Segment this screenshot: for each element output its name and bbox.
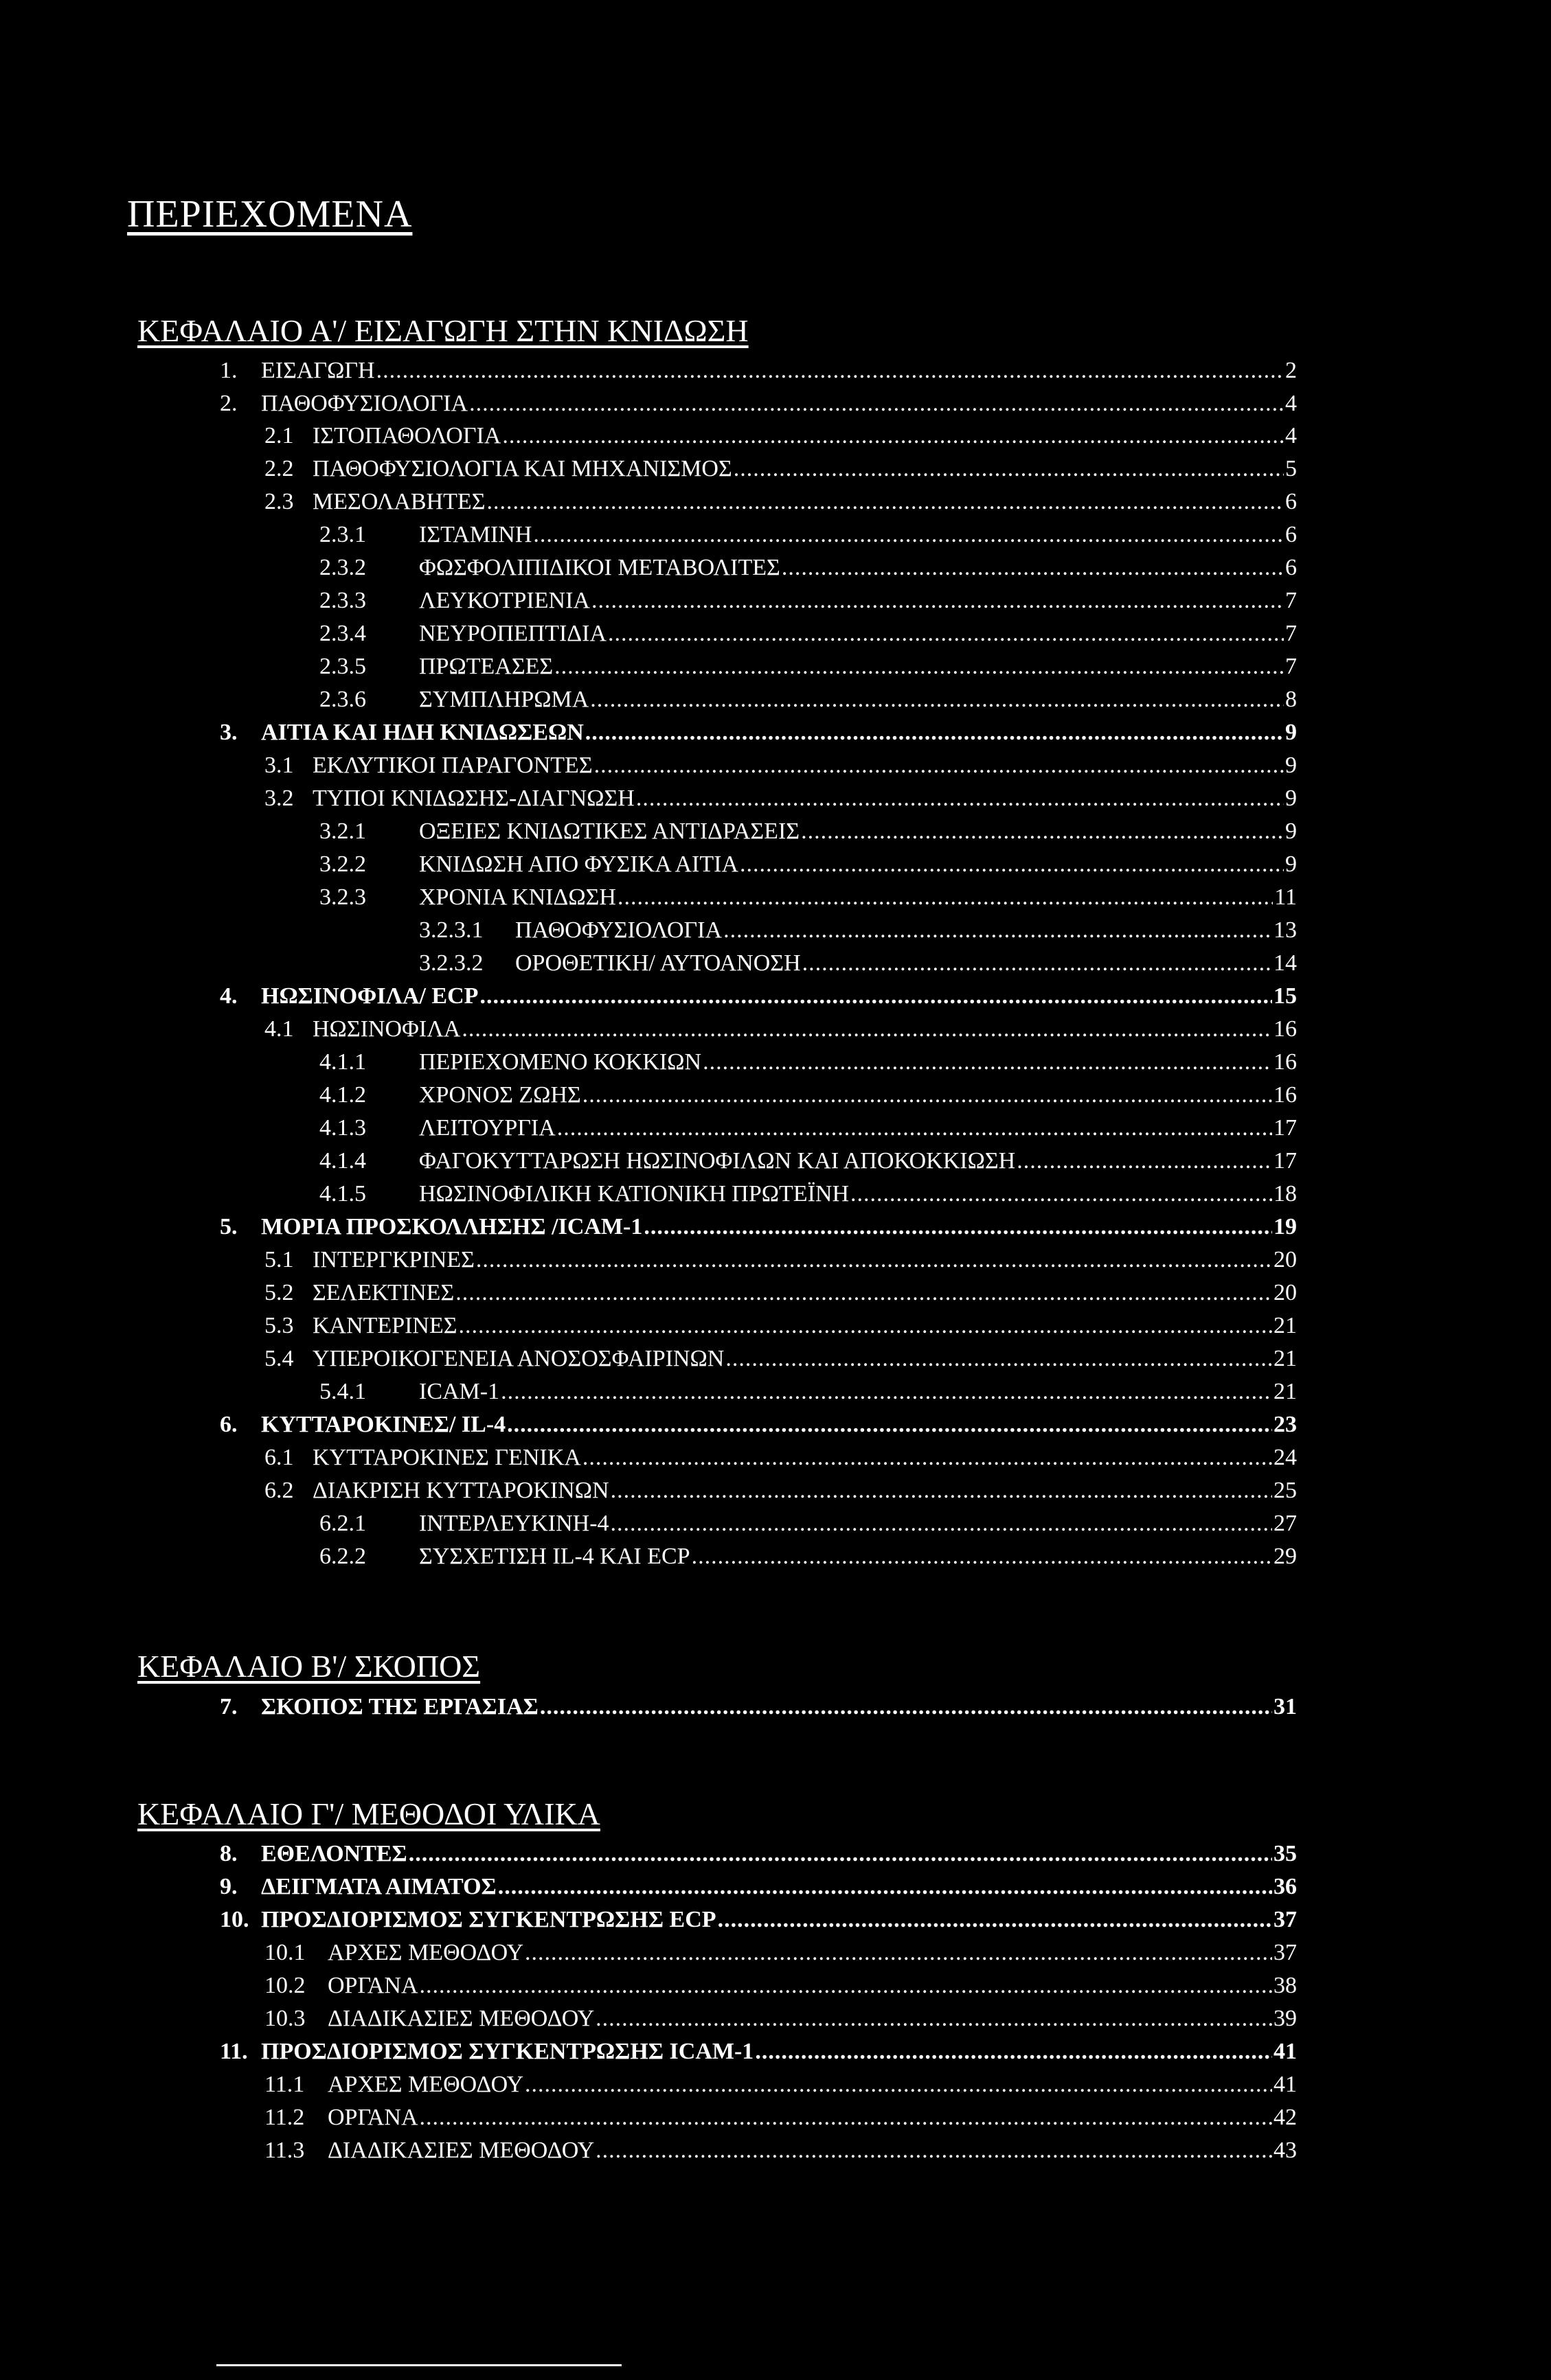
toc-entry-label: ΔΙΑΔΙΚΑΣΙΕΣ ΜΕΘΟΔΟΥ [328, 2006, 595, 2031]
toc-entry-number: 4. [220, 983, 238, 1009]
toc-entry-label: ΔΙΑΚΡΙΣΗ ΚΥΤΤΑΡΟΚΙΝΩΝ [313, 1478, 609, 1503]
toc-entry[interactable] [319, 552, 1297, 584]
toc-entry-page: 20 [1273, 1280, 1297, 1305]
toc-entry-number: 4.1.1 [319, 1049, 366, 1075]
toc-entry[interactable] [264, 1310, 1297, 1342]
toc-entry-page: 8 [1285, 687, 1297, 712]
toc-entry-page: 5 [1285, 456, 1297, 481]
toc-entry-label: ΚΥΤΤΑΡΟΚΙΝΕΣ ΓΕΝΙΚΑ [313, 1445, 581, 1470]
toc-entry[interactable] [264, 420, 1297, 452]
toc-entry-number: 1. [220, 358, 238, 383]
toc-entry-page: 16 [1273, 1082, 1297, 1108]
toc-entry-label: ΔΙΑΔΙΚΑΣΙΕΣ ΜΕΘΟΔΟΥ [328, 2138, 595, 2163]
chapter-title: ΚΕΦΑΛΑΙΟ Γ'/ ΜΕΘΟΔΟΙ ΥΛΙΚΑ [137, 1796, 600, 1831]
dot-leader [594, 750, 1284, 781]
toc-entry-label: ΣΥΣΧΕΤΙΣΗ IL-4 ΚΑΙ ECP [419, 1544, 690, 1569]
toc-entry[interactable] [220, 1211, 1297, 1243]
toc-entry-page: 18 [1273, 1181, 1297, 1206]
toc-entry[interactable] [264, 1475, 1297, 1507]
toc-entry[interactable] [319, 618, 1297, 650]
dot-leader [502, 420, 1284, 452]
toc-entry-page: 21 [1273, 1313, 1297, 1338]
toc-entry-page: 36 [1273, 1874, 1297, 1899]
toc-entry-label: ΟΡΓΑΝΑ [328, 1973, 418, 1998]
toc-entry-label: ΠΡΩΤΕΑΣΕΣ [419, 654, 554, 679]
dot-leader [498, 1871, 1272, 1903]
toc-entry[interactable] [319, 882, 1297, 913]
toc-entry-label: ΤΥΠΟΙ ΚΝΙΔΩΣΗΣ-ΔΙΑΓΝΩΣΗ [313, 786, 635, 811]
toc-entry-number: 2.3.2 [319, 555, 366, 580]
toc-entry-page: 38 [1273, 1973, 1297, 1998]
toc-entry[interactable] [264, 1970, 1297, 2002]
toc-entry-label: ΙΝΤΕΡΓΚΡΙΝΕΣ [313, 1247, 475, 1272]
toc-entry-page: 6 [1285, 489, 1297, 514]
chapter-title: ΚΕΦΑΛΑΙΟ Β'/ ΣΚΟΠΟΣ [137, 1649, 481, 1684]
toc-entry[interactable] [319, 1112, 1297, 1144]
toc-entry[interactable] [264, 750, 1297, 781]
toc-entry-label: ΦΑΓΟΚΥΤΤΑΡΩΣΗ ΗΩΣΙΝΟΦΙΛΩΝ ΚΑΙ ΑΠΟΚΟΚΚΙΩΣΗ [419, 1148, 1016, 1174]
toc-entry-label: ΗΩΣΙΝΟΦΙΛΑ [313, 1016, 461, 1042]
dot-leader [740, 849, 1284, 880]
toc-entry-number: 9. [220, 1874, 238, 1899]
toc-entry-page: 24 [1273, 1445, 1297, 1470]
toc-entry[interactable] [264, 1014, 1297, 1045]
toc-entry-page: 17 [1273, 1115, 1297, 1141]
toc-entry-label: ΠΑΘΟΦΥΣΙΟΛΟΓΙΑ ΚΑΙ ΜΗΧΑΝΙΣΜΟΣ [313, 456, 732, 481]
toc-entry-page: 39 [1273, 2006, 1297, 2031]
dot-leader [636, 783, 1284, 814]
page-title: ΠΕΡΙΕΧΟΜΕΝΑ [127, 193, 413, 236]
toc-entry[interactable] [264, 453, 1297, 485]
toc-entry-number: 3.2.2 [319, 851, 366, 877]
dot-leader [718, 1904, 1272, 1936]
toc-entry[interactable] [220, 1871, 1297, 1903]
dot-leader [420, 1970, 1272, 2002]
toc-entry-number: 2.2 [264, 456, 294, 481]
toc-entry-label: ΣΕΛΕΚΤΙΝΕΣ [313, 1280, 455, 1305]
toc-entry-label: ΕΘΕΛΟΝΤΕΣ [261, 1841, 407, 1866]
toc-entry-label: ΑΡΧΕΣ ΜΕΘΟΔΟΥ [328, 1940, 523, 1965]
toc-entry-page: 35 [1273, 1841, 1297, 1866]
dot-leader [557, 1112, 1272, 1144]
toc-entry[interactable] [319, 816, 1297, 847]
toc-entry-number: 4.1.5 [319, 1181, 366, 1206]
dot-leader [582, 1442, 1272, 1474]
toc-entry-number: 5.4 [264, 1346, 294, 1371]
toc-entry-page: 9 [1285, 819, 1297, 844]
toc-entry-number: 2.3.1 [319, 522, 366, 547]
toc-entry-label: ΙΝΤΕΡΛΕΥΚΙΝΗ-4 [419, 1511, 609, 1536]
toc-entry-label: ΠΑΘΟΦΥΣΙΟΛΟΓΙΑ [515, 917, 723, 943]
toc-entry-number: 3.2 [264, 786, 294, 811]
toc-entry-number: 2. [220, 391, 238, 416]
toc-entry-page: 25 [1273, 1478, 1297, 1503]
dot-leader [801, 816, 1284, 847]
dot-leader [376, 355, 1284, 387]
dot-leader [476, 1244, 1272, 1276]
toc-entry[interactable] [319, 1178, 1297, 1210]
dot-leader [469, 388, 1284, 420]
toc-entry-page: 9 [1285, 720, 1297, 745]
toc-entry-number: 5. [220, 1214, 238, 1239]
toc-entry-number: 3.2.3.2 [419, 950, 484, 976]
bottom-rule [216, 2364, 622, 2366]
toc-entry[interactable] [220, 1691, 1297, 1723]
dot-leader [501, 1376, 1272, 1408]
toc-entry-number: 3.2.1 [319, 819, 366, 844]
dot-leader [525, 2069, 1272, 2101]
toc-entry-label: ΟΡΟΘΕΤΙΚΗ/ ΑΥΤΟΑΝΟΣΗ [515, 950, 801, 976]
toc-entry[interactable] [220, 1409, 1297, 1441]
toc-entry-label: ΦΩΣΦΟΛΙΠΙΔΙΚΟΙ ΜΕΤΑΒΟΛΙΤΕΣ [419, 555, 780, 580]
toc-entry-number: 6.2 [264, 1478, 294, 1503]
toc-entry-page: 16 [1273, 1049, 1297, 1075]
toc-entry[interactable] [319, 585, 1297, 617]
toc-entry-number: 4.1.2 [319, 1082, 366, 1108]
toc-entry-label: ΣΚΟΠΟΣ ΤΗΣ ΕΡΓΑΣΙΑΣ [261, 1694, 539, 1719]
toc-entry-label: ΣΥΜΠΛΗΡΩΜΑ [419, 687, 589, 712]
toc-entry-number: 5.1 [264, 1247, 294, 1272]
toc-entry-number: 5.4.1 [319, 1379, 366, 1404]
dot-leader [596, 2135, 1272, 2166]
toc-entry-number: 4.1.4 [319, 1148, 366, 1174]
toc-entry-page: 7 [1285, 654, 1297, 679]
toc-entry[interactable] [220, 981, 1297, 1012]
toc-entry-number: 8. [220, 1841, 238, 1866]
toc-entry-label: ΠΡΟΣΔΙΟΡΙΣΜΟΣ ΣΥΓΚΕΝΤΡΩΣΗΣ ECP [261, 1907, 716, 1932]
toc-entry-page: 17 [1273, 1148, 1297, 1174]
toc-entry-page: 7 [1285, 621, 1297, 646]
dot-leader [459, 1310, 1272, 1342]
toc-entry-label: ΚΝΙΔΩΣΗ ΑΠΟ ΦΥΣΙΚΑ ΑΙΤΙΑ [419, 851, 739, 877]
dot-leader [782, 552, 1284, 584]
toc-entry[interactable] [264, 1244, 1297, 1276]
toc-entry[interactable] [264, 783, 1297, 814]
toc-entry-label: ΧΡΟΝΙΑ ΚΝΙΔΩΣΗ [419, 884, 616, 910]
toc-entry[interactable] [264, 2069, 1297, 2101]
toc-entry-page: 42 [1273, 2105, 1297, 2130]
dot-leader [409, 1838, 1272, 1870]
dot-leader [591, 585, 1284, 617]
toc-entry[interactable] [264, 2003, 1297, 2035]
toc-entry-number: 3.1 [264, 753, 294, 778]
toc-entry[interactable] [220, 717, 1297, 748]
dot-leader [644, 1211, 1272, 1243]
toc-entry[interactable] [319, 519, 1297, 551]
toc-entry-label: ΟΡΓΑΝΑ [328, 2105, 418, 2130]
dot-leader [755, 2036, 1272, 2068]
toc-entry-page: 4 [1285, 391, 1297, 416]
toc-entry-number: 4.1.3 [319, 1115, 366, 1141]
dot-leader [692, 1541, 1272, 1572]
toc-entry-page: 9 [1285, 753, 1297, 778]
toc-entry-page: 14 [1273, 950, 1297, 976]
toc-entry-page: 6 [1285, 555, 1297, 580]
toc-entry-number: 10.1 [264, 1940, 306, 1965]
toc-entry[interactable] [264, 1343, 1297, 1375]
toc-entry-number: 6. [220, 1412, 238, 1437]
dot-leader [533, 519, 1284, 551]
dot-leader [608, 618, 1284, 650]
dot-leader [590, 684, 1284, 716]
toc-entry[interactable] [264, 486, 1297, 518]
toc-entry-label: ΝΕΥΡΟΠΕΠΤΙΔΙΑ [419, 621, 607, 646]
toc-entry[interactable] [319, 1079, 1297, 1111]
dot-leader [703, 1046, 1272, 1078]
toc-entry-number: 6.2.1 [319, 1511, 366, 1536]
toc-entry-label: ΙΣΤΟΠΑΘΟΛΟΓΙΑ [313, 423, 501, 448]
dot-leader [611, 1508, 1272, 1540]
toc-entry-page: 13 [1273, 917, 1297, 943]
toc-entry-number: 3. [220, 720, 238, 745]
toc-entry-number: 11.3 [264, 2138, 305, 2163]
toc-entry-label: ΔΕΙΓΜΑΤΑ ΑΙΜΑΤΟΣ [261, 1874, 497, 1899]
toc-entry-page: 21 [1273, 1379, 1297, 1404]
dot-leader [734, 453, 1284, 485]
toc-entry[interactable] [264, 1937, 1297, 1969]
toc-entry[interactable] [220, 1838, 1297, 1870]
toc-entry-number: 2.3.4 [319, 621, 366, 646]
toc-entry-number: 11.2 [264, 2105, 305, 2130]
dot-leader [479, 981, 1272, 1012]
toc-entry-number: 2.1 [264, 423, 294, 448]
toc-entry-label: ICAM-1 [419, 1379, 500, 1404]
toc-entry-label: ΟΞΕΙΕΣ ΚΝΙΔΩΤΙΚΕΣ ΑΝΤΙΔΡΑΣΕΙΣ [419, 819, 800, 844]
toc-entry-label: ΕΚΛΥΤΙΚΟΙ ΠΑΡΑΓΟΝΤΕΣ [313, 753, 593, 778]
dot-leader [554, 651, 1284, 683]
toc-entry[interactable] [264, 2135, 1297, 2166]
dot-leader [596, 2003, 1272, 2035]
toc-entry-label: ΗΩΣΙΝΟΦΙΛΑ/ ECP [261, 983, 479, 1009]
toc-entry[interactable] [319, 684, 1297, 716]
toc-entry-number: 2.3.6 [319, 687, 366, 712]
toc-entry[interactable] [419, 948, 1297, 979]
toc-entry-label: ΕΙΣΑΓΩΓΗ [261, 358, 375, 383]
toc-entry-page: 16 [1273, 1016, 1297, 1042]
toc-entry-number: 7. [220, 1694, 238, 1719]
toc-entry-page: 11 [1274, 884, 1297, 910]
toc-entry-label: ΧΡΟΝΟΣ ΖΩΗΣ [419, 1082, 581, 1108]
toc-entry-number: 10.2 [264, 1973, 306, 1998]
toc-entry-label: ΜΕΣΟΛΑΒΗΤΕΣ [313, 489, 486, 514]
toc-entry-number: 6.1 [264, 1445, 294, 1470]
toc-entry[interactable] [220, 1904, 1297, 1936]
dot-leader [618, 882, 1273, 913]
toc-entry-label: ΚΥΤΤΑΡΟΚΙΝΕΣ/ IL-4 [261, 1412, 506, 1437]
toc-entry-page: 19 [1273, 1214, 1297, 1239]
dot-leader [486, 486, 1284, 518]
toc-entry[interactable] [319, 651, 1297, 683]
toc-entry-number: 10.3 [264, 2006, 306, 2031]
toc-entry-number: 11.1 [264, 2072, 305, 2097]
toc-entry-page: 7 [1285, 588, 1297, 613]
dot-leader [420, 2102, 1272, 2133]
dot-leader [582, 1079, 1272, 1111]
dot-leader [455, 1277, 1272, 1309]
toc-entry-label: ΙΣΤΑΜΙΝΗ [419, 522, 532, 547]
toc-entry[interactable] [319, 1541, 1297, 1572]
dot-leader [462, 1014, 1272, 1045]
toc-entry-page: 43 [1273, 2138, 1297, 2163]
toc-entry-number: 6.2.2 [319, 1544, 366, 1569]
toc-entry-page: 21 [1273, 1346, 1297, 1371]
toc-entry[interactable] [220, 2036, 1297, 2068]
toc-entry-label: ΜΟΡΙΑ ΠΡΟΣΚΟΛΛΗΣΗΣ /ICAM-1 [261, 1214, 643, 1239]
toc-entry-page: 9 [1285, 786, 1297, 811]
dot-leader [850, 1178, 1272, 1210]
toc-entry[interactable] [319, 1145, 1297, 1177]
toc-entry-page: 29 [1273, 1544, 1297, 1569]
toc-entry-number: 5.2 [264, 1280, 294, 1305]
toc-entry-page: 15 [1273, 983, 1297, 1009]
toc-entry-page: 27 [1273, 1511, 1297, 1536]
toc-entry-number: 2.3.5 [319, 654, 366, 679]
toc-entry[interactable] [319, 1376, 1297, 1408]
toc-entry[interactable] [419, 915, 1297, 946]
toc-entry-label: ΠΑΘΟΦΥΣΙΟΛΟΓΙΑ [261, 391, 468, 416]
chapter-title: ΚΕΦΑΛΑΙΟ Α'/ ΕΙΣΑΓΩΓΗ ΣΤΗΝ ΚΝΙΔΩΣΗ [137, 313, 749, 348]
toc-entry-number: 3.2.3 [319, 884, 366, 910]
toc-entry[interactable] [319, 1046, 1297, 1078]
toc-entry[interactable] [220, 388, 1297, 420]
toc-entry-page: 20 [1273, 1247, 1297, 1272]
dot-leader [802, 948, 1272, 979]
toc-entry-number: 2.3 [264, 489, 294, 514]
toc-entry-number: 2.3.3 [319, 588, 366, 613]
toc-entry-label: ΥΠΕΡΟΙΚΟΓΕΝΕΙΑ ΑΝΟΣΟΣΦΑΙΡΙΝΩΝ [313, 1346, 725, 1371]
toc-entry-label: ΑΙΤΙΑ ΚΑΙ ΗΔΗ ΚΝΙΔΩΣΕΩΝ [261, 720, 584, 745]
toc-entry-page: 6 [1285, 522, 1297, 547]
toc-entry-number: 3.2.3.1 [419, 917, 484, 943]
toc-entry-label: ΛΕΥΚΟΤΡΙΕΝΙΑ [419, 588, 590, 613]
dot-leader [585, 717, 1284, 748]
toc-entry-number: 10. [220, 1907, 249, 1932]
toc-entry-label: ΑΡΧΕΣ ΜΕΘΟΔΟΥ [328, 2072, 523, 2097]
toc-entry-label: ΚΑΝΤΕΡΙΝΕΣ [313, 1313, 457, 1338]
toc-entry-page: 9 [1285, 851, 1297, 877]
toc-entry[interactable] [264, 2102, 1297, 2133]
toc-entry[interactable] [264, 1442, 1297, 1474]
dot-leader [725, 1343, 1272, 1375]
toc-entry[interactable] [319, 1508, 1297, 1540]
toc-entry-page: 37 [1273, 1940, 1297, 1965]
toc-entry-page: 23 [1273, 1412, 1297, 1437]
toc-entry-page: 4 [1285, 423, 1297, 448]
dot-leader [723, 915, 1272, 946]
toc-entry-page: 2 [1285, 358, 1297, 383]
toc-entry[interactable] [220, 355, 1297, 387]
toc-entry-label: ΛΕΙΤΟΥΡΓΙΑ [419, 1115, 556, 1141]
dot-leader [611, 1475, 1272, 1507]
toc-entry-page: 31 [1273, 1694, 1297, 1719]
dot-leader [525, 1937, 1272, 1969]
toc-entry[interactable] [264, 1277, 1297, 1309]
dot-leader [1017, 1145, 1272, 1177]
toc-entry-page: 41 [1273, 2039, 1297, 2064]
toc-entry-number: 5.3 [264, 1313, 294, 1338]
toc-entry-page: 37 [1273, 1907, 1297, 1932]
toc-entry[interactable] [319, 849, 1297, 880]
dot-leader [507, 1409, 1272, 1441]
toc-entry-label: ΗΩΣΙΝΟΦΙΛΙΚΗ ΚΑΤΙΟΝΙΚΗ ΠΡΩΤΕΪΝΗ [419, 1181, 849, 1206]
toc-entry-label: ΠΕΡΙΕΧΟΜΕΝΟ ΚΟΚΚΙΩΝ [419, 1049, 702, 1075]
toc-entry-number: 11. [220, 2039, 248, 2064]
toc-entry-number: 4.1 [264, 1016, 294, 1042]
toc-entry-page: 41 [1273, 2072, 1297, 2097]
toc-entry-label: ΠΡΟΣΔΙΟΡΙΣΜΟΣ ΣΥΓΚΕΝΤΡΩΣΗΣ ICAM-1 [261, 2039, 754, 2064]
dot-leader [540, 1691, 1272, 1723]
